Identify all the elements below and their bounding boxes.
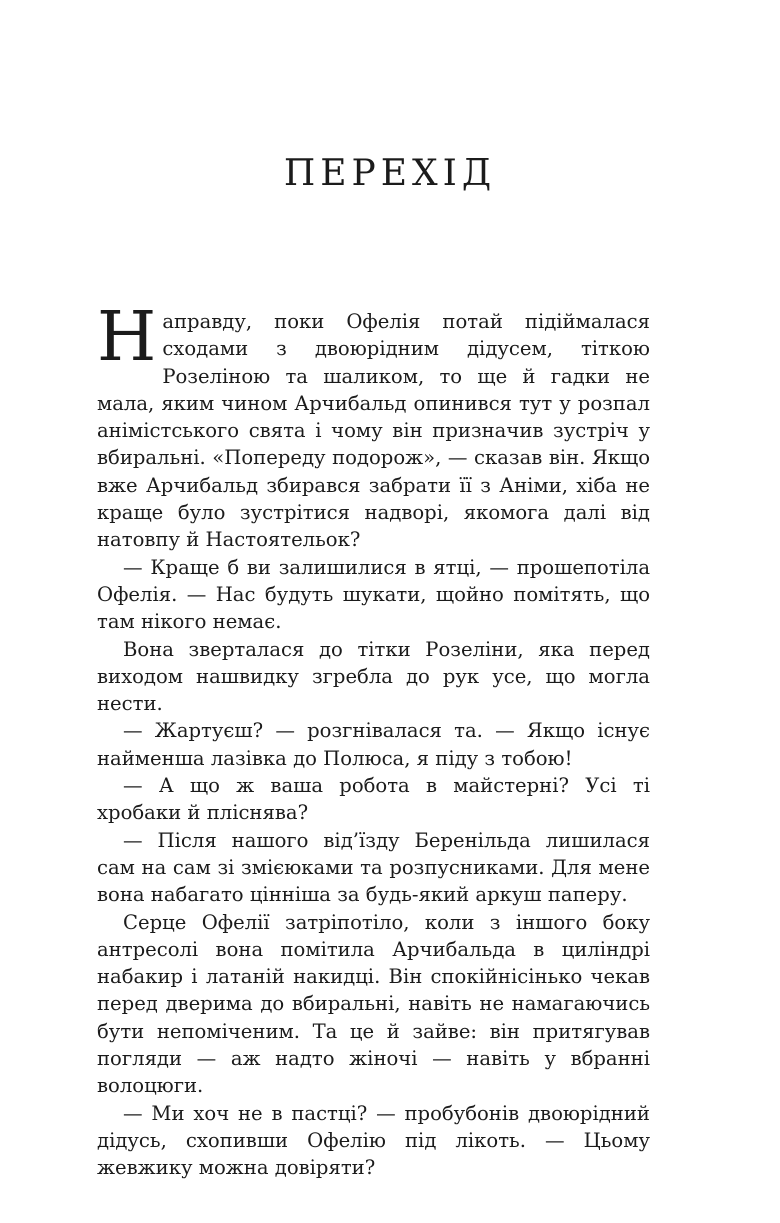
paragraph-2: — Краще б ви залишилися в ятці, — прошепотіла Офелія. — Нас будуть шукати, щойно помітять, що там нікого немає. (97, 555, 650, 634)
paragraph-6: — Після нашого від’їзду Беренільда лишилася сам на сам зі змієюками та розпусниками. Для мене вона набагато цінніша за будь-який аркуш паперу. (97, 828, 650, 907)
paragraph-1 (97, 298, 650, 554)
chapter-title: ПЕРЕХІД (283, 153, 497, 194)
chapter-body (97, 298, 650, 1182)
paragraph-5: — А що ж ваша робота в майстерні? Усі ті хробаки й пліснява? (97, 774, 650, 825)
drop-cap: Н (97, 298, 157, 377)
paragraph-3: Вона зверталася до тітки Розеліни, яка перед виходом нашвидку згребла до рук усе, що могла нести. (97, 637, 650, 716)
paragraph-8: — Ми хоч не в пастці? — пробубонів двоюрідний дідусь, схопивши Офелію під лікоть. — Цьому жевжику можна довіряти? (97, 1101, 650, 1180)
paragraph-text: аправду, поки Офелія потай підіймалася сходами з двоюрідним дідусем, тіткою Розеліною та шаликом, то ще й гадки не мала, яким чином Арчибальд опинився тут у розпал анімістського свята і чому він призначив зустріч у вбиральні. «Попереду подорож», — сказав він. Якщо вже Арчибальд збирався забрати її з Аніми, хіба не краще було зустрітися надворі, якомога далі від натовпу й Настоятельок? (97, 310, 650, 552)
paragraph-4: — Жартуєш? — розгнівалася та. — Якщо існує найменша лазівка до Полюса, я піду з тобою! (97, 719, 650, 770)
paragraph-7: Серце Офелії затріпотіло, коли з іншого боку антресолі вона помітила Арчибальда в циліндрі набакир і латаній накидці. Він спокійнісінько чекав перед дверима до вбиральні, навіть не намагаючись бути непоміченим. Та це й зайве: він притягував погляди — аж надто жіночі — навіть у вбранні волоцюги. (97, 910, 650, 1098)
